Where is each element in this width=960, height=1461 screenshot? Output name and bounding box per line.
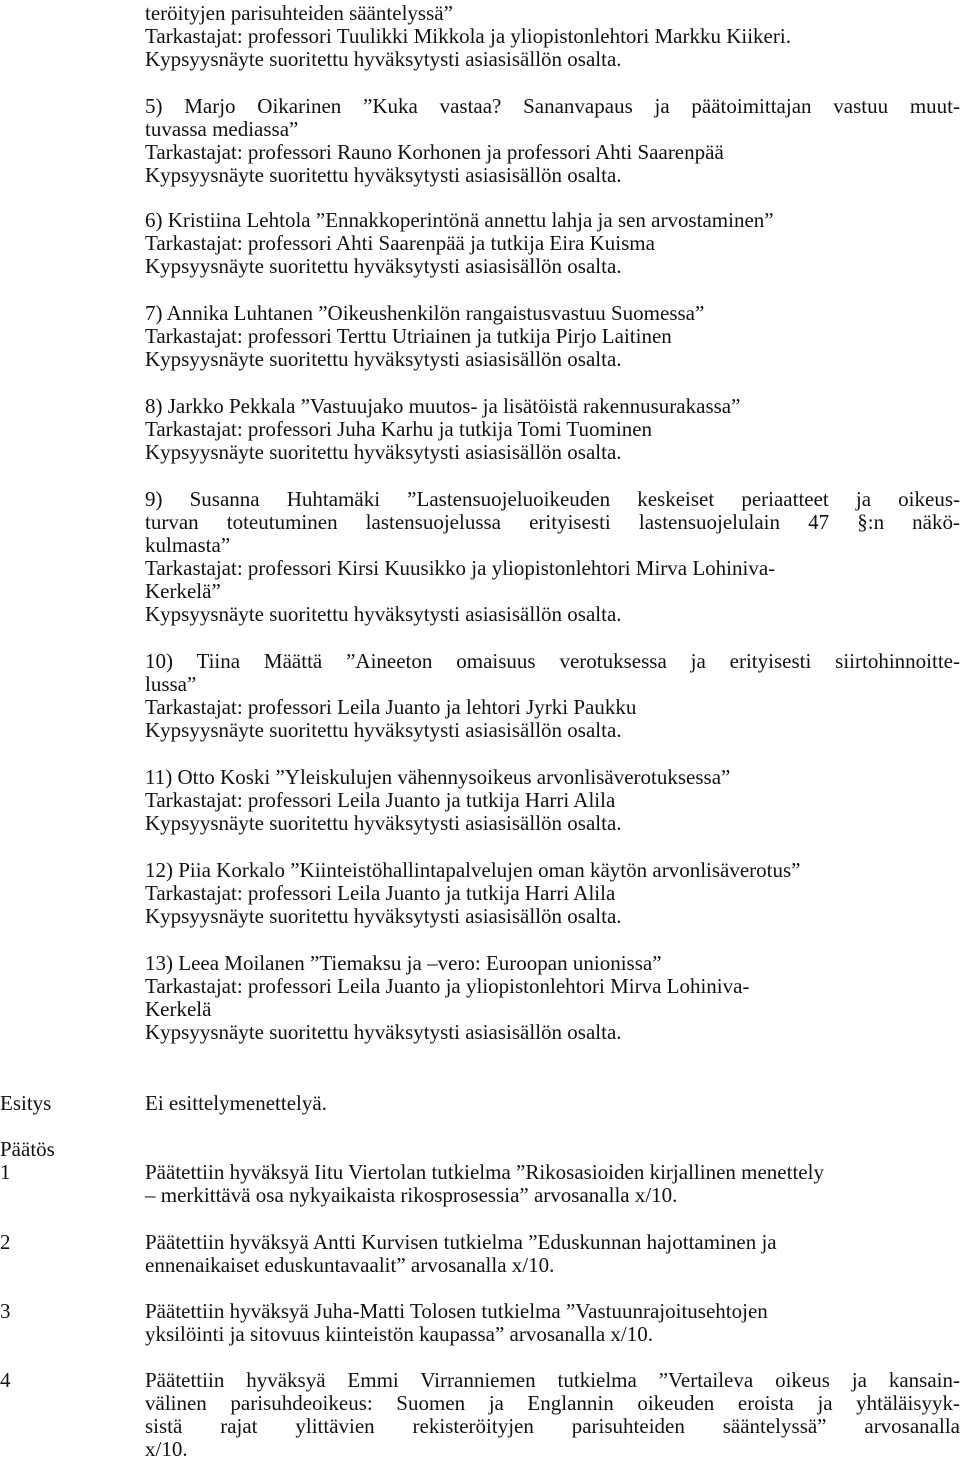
- decision-line: välinen parisuhdeoikeus: Suomen ja Englannin oikeuden eroista ja yhtäläisyyk-: [145, 1391, 960, 1415]
- thesis-title-line: tuvassa mediassa”: [145, 117, 299, 141]
- thesis-title-line: 5) Marjo Oikarinen ”Kuka vastaa? Sananvapaus ja päätoimittajan vastuu muut-: [145, 94, 960, 118]
- thesis-title-line: 7) Annika Luhtanen ”Oikeushenkilön rangaistusvastuu Suomessa”: [145, 301, 705, 325]
- approval-line: Kypsyysnäyte suoritettu hyväksytysti asiasisällön osalta.: [145, 254, 622, 278]
- thesis-item-13: [145, 952, 960, 1044]
- examiners-line: Tarkastajat: professori Leila Juanto ja yliopistonlehtori Mirva Lohiniva-: [145, 974, 750, 998]
- examiners-line: Kerkelä: [145, 997, 212, 1021]
- examiners-line: Tarkastajat: professori Terttu Utriainen ja tutkija Pirjo Laitinen: [145, 324, 672, 348]
- decision-number: 2: [0, 1230, 11, 1254]
- decision-number: 1: [0, 1160, 11, 1184]
- approval-line: Kypsyysnäyte suoritettu hyväksytysti asiasisällön osalta.: [145, 811, 622, 835]
- examiners-line: Tarkastajat: professori Kirsi Kuusikko ja yliopistonlehtori Mirva Lohiniva-: [145, 556, 776, 580]
- approval-line: Kypsyysnäyte suoritettu hyväksytysti asiasisällön osalta.: [145, 163, 622, 187]
- approval-line: Kypsyysnäyte suoritettu hyväksytysti asiasisällön osalta.: [145, 47, 622, 71]
- decision-line: – merkittävä osa nykyaikaista rikosprosessia” arvosanalla x/10.: [145, 1183, 678, 1207]
- examiners-line: Kerkelä”: [145, 579, 221, 603]
- thesis-title-line: turvan toteutuminen lastensuojelussa erityisesti lastensuojelulain 47 §:n näkö-: [145, 510, 960, 534]
- esitys-text: Ei esittelymenettelyä.: [145, 1091, 327, 1115]
- esitys-label: Esitys: [0, 1091, 52, 1115]
- decision-number: 4: [0, 1368, 11, 1392]
- approval-line: Kypsyysnäyte suoritettu hyväksytysti asiasisällön osalta.: [145, 718, 622, 742]
- approval-line: Kypsyysnäyte suoritettu hyväksytysti asiasisällön osalta.: [145, 602, 622, 626]
- thesis-item-11: [145, 766, 960, 835]
- thesis-item-12: [145, 859, 960, 928]
- approval-line: Kypsyysnäyte suoritettu hyväksytysti asiasisällön osalta.: [145, 1020, 622, 1044]
- thesis-title-line: 13) Leea Moilanen ”Tiemaksu ja –vero: Euroopan unionissa”: [145, 951, 662, 975]
- examiners-line: Tarkastajat: professori Leila Juanto ja tutkija Harri Alila: [145, 788, 616, 812]
- thesis-item-8: [145, 395, 960, 464]
- thesis-title-line: 6) Kristiina Lehtola ”Ennakkoperintönä annettu lahja ja sen arvostaminen”: [145, 208, 774, 232]
- decision-line: ennenaikaiset eduskuntavaalit” arvosanalla x/10.: [145, 1253, 555, 1277]
- thesis-title-line: 10) Tiina Määttä ”Aineeton omaisuus verotuksessa ja erityisesti siirtohinnoitte-: [145, 649, 960, 673]
- approval-line: Kypsyysnäyte suoritettu hyväksytysti asiasisällön osalta.: [145, 904, 622, 928]
- examiners-line: Tarkastajat: professori Ahti Saarenpää ja tutkija Eira Kuisma: [145, 231, 655, 255]
- approval-line: Kypsyysnäyte suoritettu hyväksytysti asiasisällön osalta.: [145, 440, 622, 464]
- decision-line: Päätettiin hyväksyä Juha-Matti Tolosen tutkielma ”Vastuunrajoitusehtojen: [145, 1299, 768, 1323]
- decision-line: Päätettiin hyväksyä Antti Kurvisen tutkielma ”Eduskunnan hajottaminen ja: [145, 1230, 777, 1254]
- paatos-label: Päätös: [0, 1137, 55, 1161]
- thesis-item-6: [145, 209, 960, 278]
- examiners-line: Tarkastajat: professori Juha Karhu ja tutkija Tomi Tuominen: [145, 417, 653, 441]
- decision-line: Päätettiin hyväksyä Emmi Virranniemen tutkielma ”Vertaileva oikeus ja kansain-: [145, 1368, 960, 1392]
- thesis-title-line: 8) Jarkko Pekkala ”Vastuujako muutos- ja lisätöistä rakennusurakassa”: [145, 394, 741, 418]
- continuation-title-line: teröityjen parisuhteiden sääntelyssä”: [145, 1, 453, 25]
- thesis-item-9: [145, 488, 960, 626]
- thesis-title-line: kulmasta”: [145, 533, 231, 557]
- thesis-title-line: 12) Piia Korkalo ”Kiinteistöhallintapalvelujen oman käytön arvonlisäverotus”: [145, 858, 801, 882]
- decision-line: x/10.: [145, 1437, 188, 1461]
- decision-number: 3: [0, 1299, 11, 1323]
- examiners-line: Tarkastajat: professori Leila Juanto ja tutkija Harri Alila: [145, 881, 616, 905]
- thesis-item-10: [145, 650, 960, 742]
- item-continuation: [145, 2, 960, 71]
- examiners-line: Tarkastajat: professori Rauno Korhonen ja professori Ahti Saarenpää: [145, 140, 724, 164]
- thesis-title-line: 11) Otto Koski ”Yleiskulujen vähennysoikeus arvonlisäverotuksessa”: [145, 765, 731, 789]
- decision-line: Päätettiin hyväksyä Iitu Viertolan tutkielma ”Rikosasioiden kirjallinen menettely: [145, 1160, 824, 1184]
- examiners-line: Tarkastajat: professori Tuulikki Mikkola ja yliopistonlehtori Markku Kiikeri.: [145, 24, 791, 48]
- approval-line: Kypsyysnäyte suoritettu hyväksytysti asiasisällön osalta.: [145, 347, 622, 371]
- esitys-text-block: [145, 1092, 960, 1115]
- decision-line: sistä rajat ylittävien rekisteröityjen parisuhteiden sääntelyssä” arvosanalla: [145, 1414, 960, 1438]
- decision-line: yksilöinti ja sitovuus kiinteistön kaupassa” arvosanalla x/10.: [145, 1322, 654, 1346]
- thesis-title-line: 9) Susanna Huhtamäki ”Lastensuojeluoikeuden keskeiset periaatteet ja oikeus-: [145, 487, 960, 511]
- thesis-title-line: lussa”: [145, 672, 197, 696]
- thesis-item-7: [145, 302, 960, 371]
- examiners-line: Tarkastajat: professori Leila Juanto ja lehtori Jyrki Paukku: [145, 695, 637, 719]
- thesis-item-5: [145, 95, 960, 187]
